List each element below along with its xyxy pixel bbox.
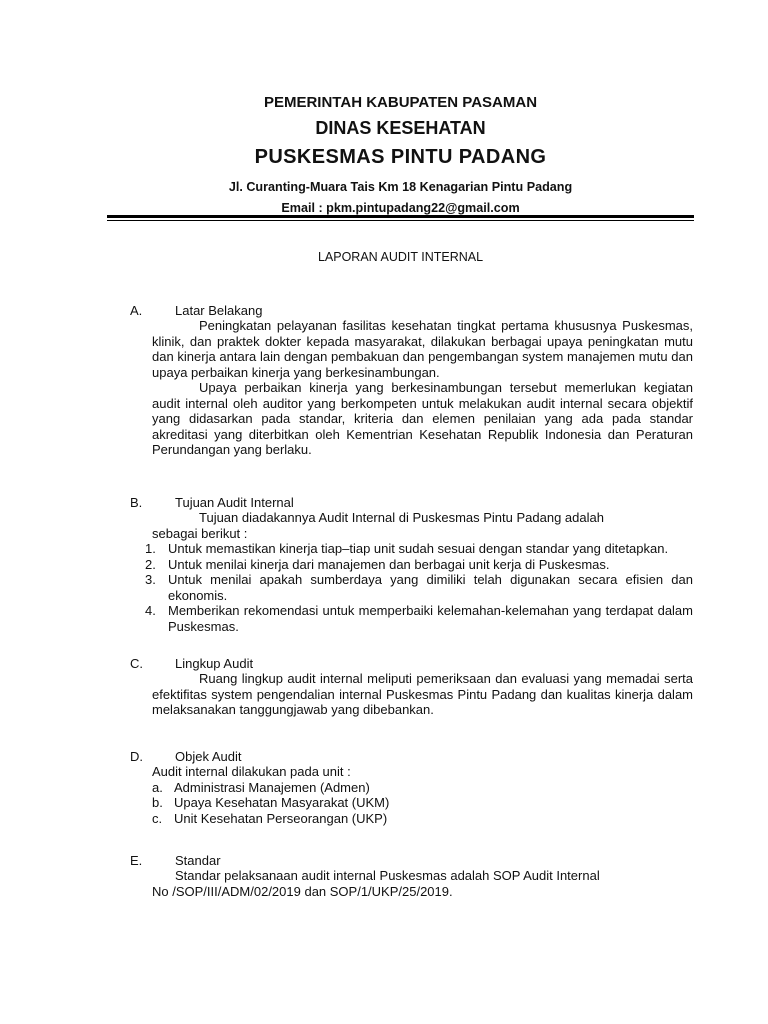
government-name: PEMERINTAH KABUPATEN PASAMAN xyxy=(263,94,538,111)
list-marker: b. xyxy=(152,795,163,810)
list-item-text: Memberikan rekomendasi untuk memperbaiki kelemahan-kelemahan yang terdapat dalam Puskesmas. xyxy=(168,603,693,634)
paragraph: Ruang lingkup audit internal meliputi pemeriksaan dan evaluasi yang memadai serta efektifitas system pengendalian internal Puskesmas Pintu Padang dan kualitas kinerja dalam melaksanakan tanggungjawab yang dibebankan. xyxy=(152,671,693,717)
institution-email: Email : pkm.pintupadang22@gmail.com xyxy=(281,201,520,215)
list-item xyxy=(145,541,693,557)
section-title: Objek Audit xyxy=(175,749,242,764)
objective-list xyxy=(145,541,693,634)
document-title: LAPORAN AUDIT INTERNAL xyxy=(317,250,484,264)
institution-address: Jl. Curanting-Muara Tais Km 18 Kenagarian Pintu Padang xyxy=(228,180,573,194)
section-body xyxy=(152,318,693,458)
paragraph-line: No /SOP/III/ADM/02/2019 dan SOP/1/UKP/25/2019. xyxy=(152,883,453,899)
letterhead-divider-thick xyxy=(107,215,694,218)
institution-name: PUSKESMAS PINTU PADANG xyxy=(254,146,547,168)
list-marker: c. xyxy=(152,810,163,826)
list-marker: 2. xyxy=(145,556,156,572)
section-body xyxy=(145,510,693,634)
section-body xyxy=(152,671,693,718)
list-item xyxy=(152,795,693,811)
list-item-text: Untuk menilai apakah sumberdaya yang dimiliki telah digunakan secara efisien dan ekonomis. xyxy=(168,572,693,603)
list-item xyxy=(152,811,693,827)
list-item-text: Untuk menilai kinerja dari manajemen dan berbagai unit kerja di Puskesmas. xyxy=(168,556,610,572)
section-title: Latar Belakang xyxy=(175,303,263,318)
section-body xyxy=(152,868,693,899)
list-item-text: Untuk memastikan kinerja tiap–tiap unit sudah sesuai dengan standar yang ditetapkan. xyxy=(168,541,669,556)
section-title: Tujuan Audit Internal xyxy=(175,495,294,510)
section-letter: C. xyxy=(130,656,143,671)
list-marker: 4. xyxy=(145,603,156,618)
list-item-text: Upaya Kesehatan Masyarakat (UKM) xyxy=(174,795,390,810)
paragraph-line: Standar pelaksanaan audit internal Puskesmas adalah SOP Audit Internal xyxy=(175,868,600,883)
section-letter: B. xyxy=(130,495,143,510)
list-item xyxy=(145,572,693,603)
paragraph: Upaya perbaikan kinerja yang berkesinambungan tersebut memerlukan kegiatan audit internal oleh auditor yang berkompeten untuk melakukan audit internal secara objektif yang didasarkan pada standar, kriteria dan elemen penilaian yang ada pada standar akreditasi yang diterbitkan oleh Kementrian Kesehatan Republik Indonesia dan Peraturan Perundangan yang berlaku. xyxy=(152,380,693,457)
department-name: DINAS KESEHATAN xyxy=(315,118,486,138)
paragraph: Audit internal dilakukan pada unit : xyxy=(152,764,351,779)
list-marker: a. xyxy=(152,779,163,795)
section-body xyxy=(152,764,693,826)
list-item xyxy=(145,556,693,573)
section-letter: E. xyxy=(130,853,143,868)
list-item xyxy=(145,603,693,634)
section-letter: A. xyxy=(130,303,143,318)
list-item-text: Administrasi Manajemen (Admen) xyxy=(174,779,370,795)
paragraph: Peningkatan pelayanan fasilitas kesehatan tingkat pertama khususnya Puskesmas, klinik, dan praktek dokter kepada masyarakat, dilakukan berbagai upaya peningkatan mutu dan kinerja antara lain dengan pembakuan dan pengembangan system manajemen mutu dan upaya perbaikan kinerja yang berkesinambungan. xyxy=(152,318,693,380)
section-letter: D. xyxy=(130,749,143,764)
list-marker: 1. xyxy=(145,541,156,556)
section-title: Standar xyxy=(175,853,221,868)
paragraph: Tujuan diadakannya Audit Internal di Puskesmas Pintu Padang adalah xyxy=(199,510,604,525)
section-title: Lingkup Audit xyxy=(175,656,254,671)
audit-unit-list xyxy=(152,780,693,827)
list-marker: 3. xyxy=(145,572,156,587)
list-item xyxy=(152,780,693,796)
paragraph-continuation: sebagai berikut : xyxy=(152,525,248,541)
list-item-text: Unit Kesehatan Perseorangan (UKP) xyxy=(174,810,388,826)
letterhead-divider-thin xyxy=(107,220,694,221)
